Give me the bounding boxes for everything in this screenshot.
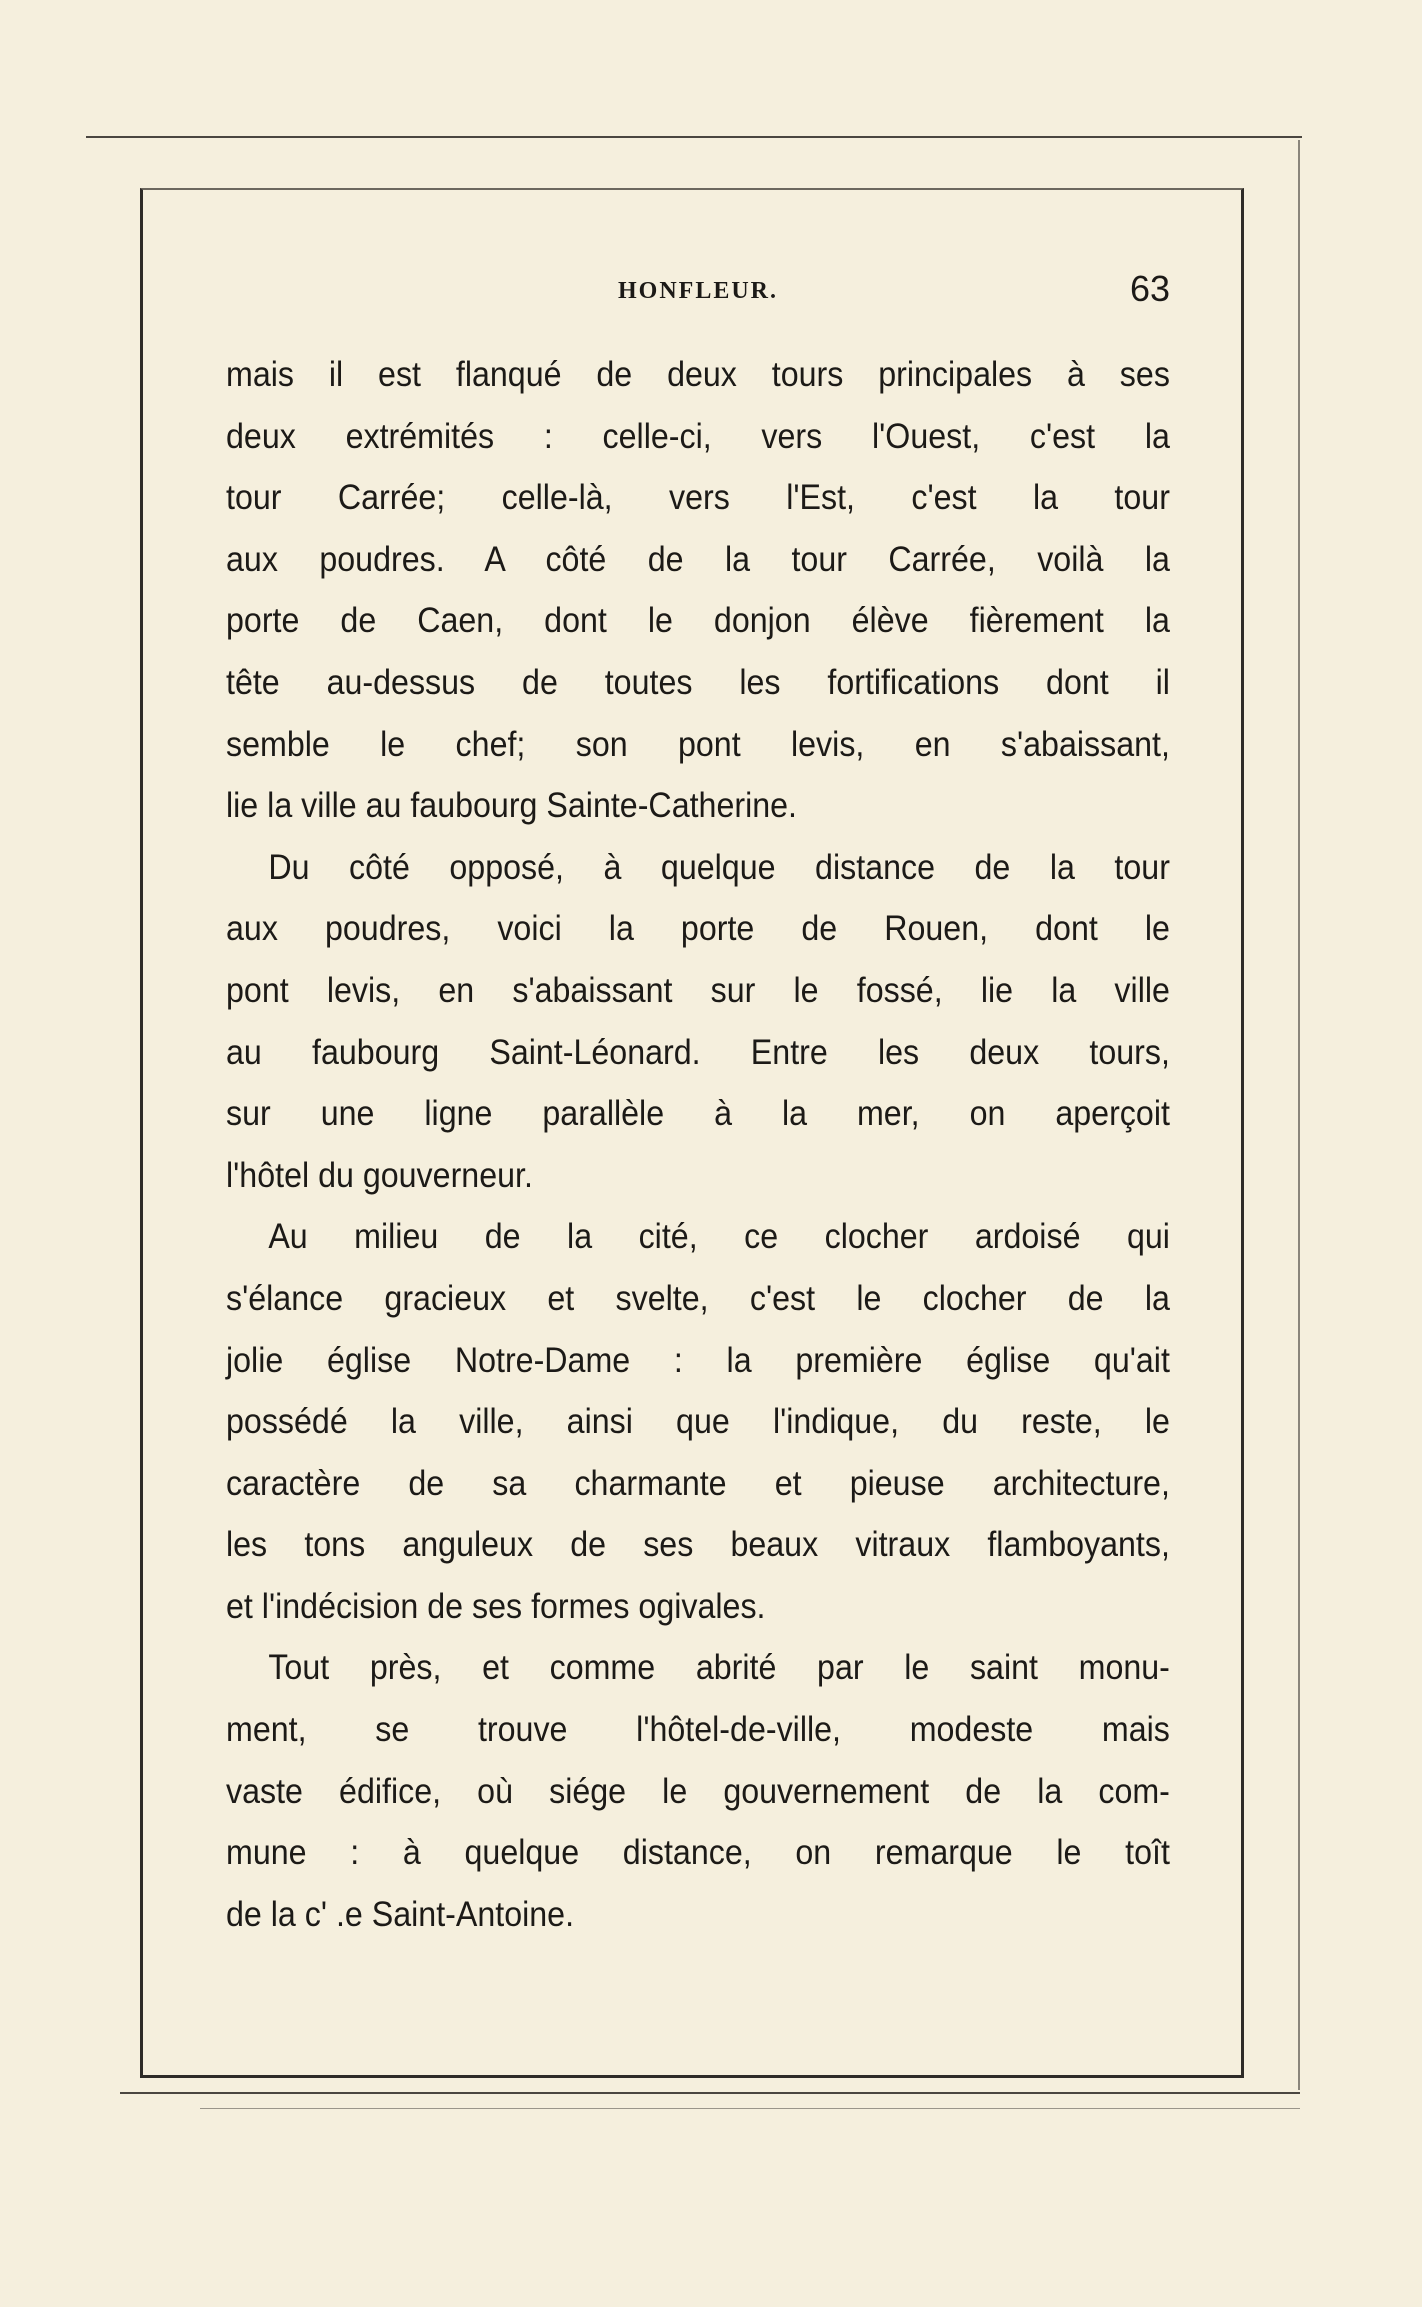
text-line: mais il est flanqué de deux tours principales à ses [226,355,1170,394]
text-line: sur une ligne parallèle à la mer, on aperçoit [226,1094,1170,1134]
text-line: l'hôtel du gouverneur. [226,1155,533,1195]
page-number: 63 [1129,268,1170,309]
text-line: caractère de sa charmante et pieuse architecture, [226,1463,1170,1503]
text-line: vaste édifice, où siége le gouvernement de la com- [226,1771,1170,1811]
running-head [226,268,1170,318]
text-line: lie la ville au faubourg Sainte-Catherine. [226,786,798,826]
text-line: aux poudres. A côté de la tour Carrée, voilà la [226,539,1170,579]
text-line: porte de Caen, dont le donjon élève fièrement la [226,601,1170,641]
text-line: les tons anguleux de ses beaux vitraux flamboyants, [226,1525,1170,1565]
text-line: Au milieu de la cité, ce clocher ardoisé qui [268,1217,1170,1257]
text-line: tour Carrée; celle-là, vers l'Est, c'est la tour [226,478,1170,518]
text-line: Du côté opposé, à quelque distance de la tour [268,847,1170,887]
text-line: semble le chef; son pont levis, en s'abaissant, [226,724,1170,764]
text-line: Tout près, et comme abrité par le saint monu- [268,1648,1170,1688]
text-line: au faubourg Saint-Léonard. Entre les deux tours, [226,1032,1170,1072]
text-line: de la c' .e Saint-Antoine. [226,1894,575,1934]
text-line: et l'indécision de ses formes ogivales. [226,1586,766,1626]
bottom-edge-line [120,2092,1300,2094]
bottom-edge-line-lower [200,2108,1300,2109]
body-text [226,344,1170,1945]
text-line: jolie église Notre-Dame : la première église qu'ait [226,1340,1170,1380]
text-line: pont levis, en s'abaissant sur le fossé, lie la ville [226,970,1170,1010]
text-line: deux extrémités : celle-ci, vers l'Ouest, c'est la [226,416,1170,456]
text-line: possédé la ville, ainsi que l'indique, du reste, le [226,1402,1170,1442]
text-line: ment, se trouve l'hôtel-de-ville, modeste mais [226,1710,1170,1750]
text-line: s'élance gracieux et svelte, c'est le clocher de la [226,1278,1170,1318]
right-edge-line [1298,140,1300,2090]
text-line: mune : à quelque distance, on remarque le toît [226,1833,1170,1873]
top-edge-line [86,136,1302,138]
text-line: tête au-dessus de toutes les fortifications dont il [226,662,1170,702]
text-line: aux poudres, voici la porte de Rouen, dont le [226,909,1170,949]
running-title: HONFLEUR. [617,278,778,304]
